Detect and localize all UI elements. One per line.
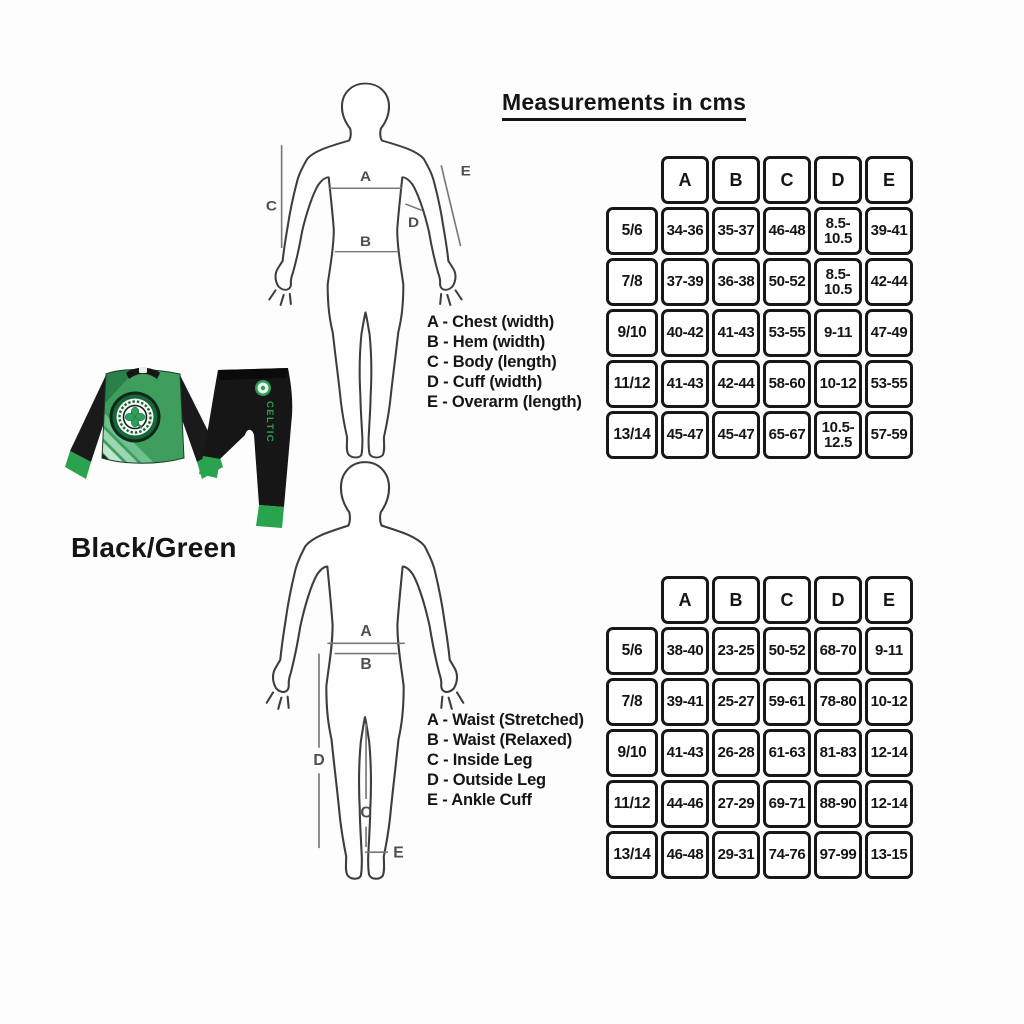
label-waist-relaxed: B bbox=[360, 656, 372, 673]
measurement-value-cell: 69-71 bbox=[763, 780, 811, 828]
legend-line: C - Inside Leg bbox=[427, 751, 533, 769]
measurement-value-cell: 42-44 bbox=[865, 258, 913, 306]
measurement-value-cell: 10.5-12.5 bbox=[814, 411, 862, 459]
measurement-value-cell: 36-38 bbox=[712, 258, 760, 306]
label-outside-leg: D bbox=[313, 752, 325, 770]
column-header-cell: C bbox=[763, 576, 811, 624]
measurement-value-cell: 74-76 bbox=[763, 831, 811, 879]
measurement-value-cell: 45-47 bbox=[661, 411, 709, 459]
bottom-size-table bbox=[606, 576, 913, 879]
size-label-cell: 11/12 bbox=[606, 360, 658, 408]
cuff-width-line bbox=[405, 204, 421, 210]
measurement-value-cell: 39-41 bbox=[661, 678, 709, 726]
measurement-value-cell: 27-29 bbox=[712, 780, 760, 828]
top-measure-legend bbox=[427, 312, 582, 412]
label-cuff: D bbox=[408, 215, 420, 231]
measurement-value-cell: 41-43 bbox=[661, 729, 709, 777]
measurement-value-cell: 35-37 bbox=[712, 207, 760, 255]
measurement-value-cell: 37-39 bbox=[661, 258, 709, 306]
measurement-value-cell: 47-49 bbox=[865, 309, 913, 357]
label-body: C bbox=[265, 198, 277, 215]
column-header-cell: B bbox=[712, 156, 760, 204]
column-header-cell: E bbox=[865, 156, 913, 204]
measurement-value-cell: 9-11 bbox=[814, 309, 862, 357]
column-header-cell: E bbox=[865, 576, 913, 624]
table-corner-spacer bbox=[606, 156, 658, 204]
label-hem: B bbox=[359, 234, 372, 250]
size-label-cell: 7/8 bbox=[606, 258, 658, 306]
legend-line: B - Hem (width) bbox=[427, 333, 545, 351]
size-label-cell: 7/8 bbox=[606, 678, 658, 726]
size-label-cell: 11/12 bbox=[606, 780, 658, 828]
column-header-cell: C bbox=[763, 156, 811, 204]
measurement-value-cell: 58-60 bbox=[763, 360, 811, 408]
measurement-value-cell: 25-27 bbox=[712, 678, 760, 726]
measurement-value-cell: 78-80 bbox=[814, 678, 862, 726]
measurement-value-cell: 42-44 bbox=[712, 360, 760, 408]
column-header-cell: A bbox=[661, 156, 709, 204]
measurement-value-cell: 12-14 bbox=[865, 780, 913, 828]
measurement-value-cell: 97-99 bbox=[814, 831, 862, 879]
pajama-top bbox=[65, 363, 223, 525]
measurement-value-cell: 9-11 bbox=[865, 627, 913, 675]
legend-line: E - Overarm (length) bbox=[427, 393, 582, 411]
measurement-value-cell: 40-42 bbox=[661, 309, 709, 357]
variant-label: Black/Green bbox=[71, 532, 237, 563]
measurement-value-cell: 53-55 bbox=[763, 309, 811, 357]
bottom-measure-legend bbox=[427, 710, 584, 810]
pants-celtic-text: CELTIC bbox=[264, 401, 275, 443]
size-label-cell: 5/6 bbox=[606, 627, 658, 675]
measurement-value-cell: 10-12 bbox=[865, 678, 913, 726]
column-header-cell: D bbox=[814, 156, 862, 204]
top-size-table bbox=[606, 156, 913, 459]
measurement-value-cell: 29-31 bbox=[712, 831, 760, 879]
label-overarm: E bbox=[460, 164, 471, 180]
page-title: Measurements in cms bbox=[502, 89, 746, 121]
legend-line: A - Chest (width) bbox=[427, 313, 555, 331]
legend-line: E - Ankle Cuff bbox=[427, 791, 532, 809]
label-ankle-cuff: E bbox=[393, 844, 404, 862]
legend-line: C - Body (length) bbox=[427, 353, 557, 371]
bottom-body-diagram bbox=[250, 456, 480, 886]
shirt-body bbox=[98, 363, 190, 525]
measurement-value-cell: 39-41 bbox=[865, 207, 913, 255]
label-inside-leg: C bbox=[360, 804, 372, 822]
measurement-value-cell: 46-48 bbox=[763, 207, 811, 255]
measurement-value-cell: 41-43 bbox=[661, 360, 709, 408]
legend-line: A - Waist (Stretched) bbox=[427, 711, 584, 729]
measurement-value-cell: 46-48 bbox=[661, 831, 709, 879]
measurement-value-cell: 53-55 bbox=[865, 360, 913, 408]
measurement-value-cell: 44-46 bbox=[661, 780, 709, 828]
size-label-cell: 13/14 bbox=[606, 831, 658, 879]
legend-line: B - Waist (Relaxed) bbox=[427, 731, 573, 749]
size-label-cell: 9/10 bbox=[606, 309, 658, 357]
collar-tag bbox=[139, 367, 147, 373]
measurement-value-cell: 8.5-10.5 bbox=[814, 207, 862, 255]
column-header-cell: B bbox=[712, 576, 760, 624]
measurement-value-cell: 34-36 bbox=[661, 207, 709, 255]
size-label-cell: 13/14 bbox=[606, 411, 658, 459]
size-label-cell: 9/10 bbox=[606, 729, 658, 777]
column-header-cell: D bbox=[814, 576, 862, 624]
legend-line: D - Cuff (width) bbox=[427, 373, 543, 391]
measurement-value-cell: 88-90 bbox=[814, 780, 862, 828]
measurement-value-cell: 57-59 bbox=[865, 411, 913, 459]
table-corner-spacer bbox=[606, 576, 658, 624]
measurement-value-cell: 23-25 bbox=[712, 627, 760, 675]
celtic-crest bbox=[110, 392, 161, 443]
measurement-value-cell: 50-52 bbox=[763, 258, 811, 306]
measurement-value-cell: 50-52 bbox=[763, 627, 811, 675]
measurement-value-cell: 10-12 bbox=[814, 360, 862, 408]
measurement-value-cell: 38-40 bbox=[661, 627, 709, 675]
measurement-value-cell: 26-28 bbox=[712, 729, 760, 777]
measurement-value-cell: 81-83 bbox=[814, 729, 862, 777]
legend-line: D - Outside Leg bbox=[427, 771, 546, 789]
measurement-value-cell: 68-70 bbox=[814, 627, 862, 675]
size-label-cell: 5/6 bbox=[606, 207, 658, 255]
measurement-value-cell: 61-63 bbox=[763, 729, 811, 777]
measurement-value-cell: 59-61 bbox=[763, 678, 811, 726]
measurement-value-cell: 13-15 bbox=[865, 831, 913, 879]
pants-crest bbox=[255, 380, 271, 396]
column-header-cell: A bbox=[661, 576, 709, 624]
measurement-value-cell: 12-14 bbox=[865, 729, 913, 777]
label-waist-stretched: A bbox=[360, 623, 372, 641]
waistband bbox=[218, 368, 288, 380]
measurement-value-cell: 65-67 bbox=[763, 411, 811, 459]
measurement-value-cell: 8.5-10.5 bbox=[814, 258, 862, 306]
measurement-value-cell: 45-47 bbox=[712, 411, 760, 459]
measurement-value-cell: 41-43 bbox=[712, 309, 760, 357]
label-chest: A bbox=[359, 169, 372, 185]
